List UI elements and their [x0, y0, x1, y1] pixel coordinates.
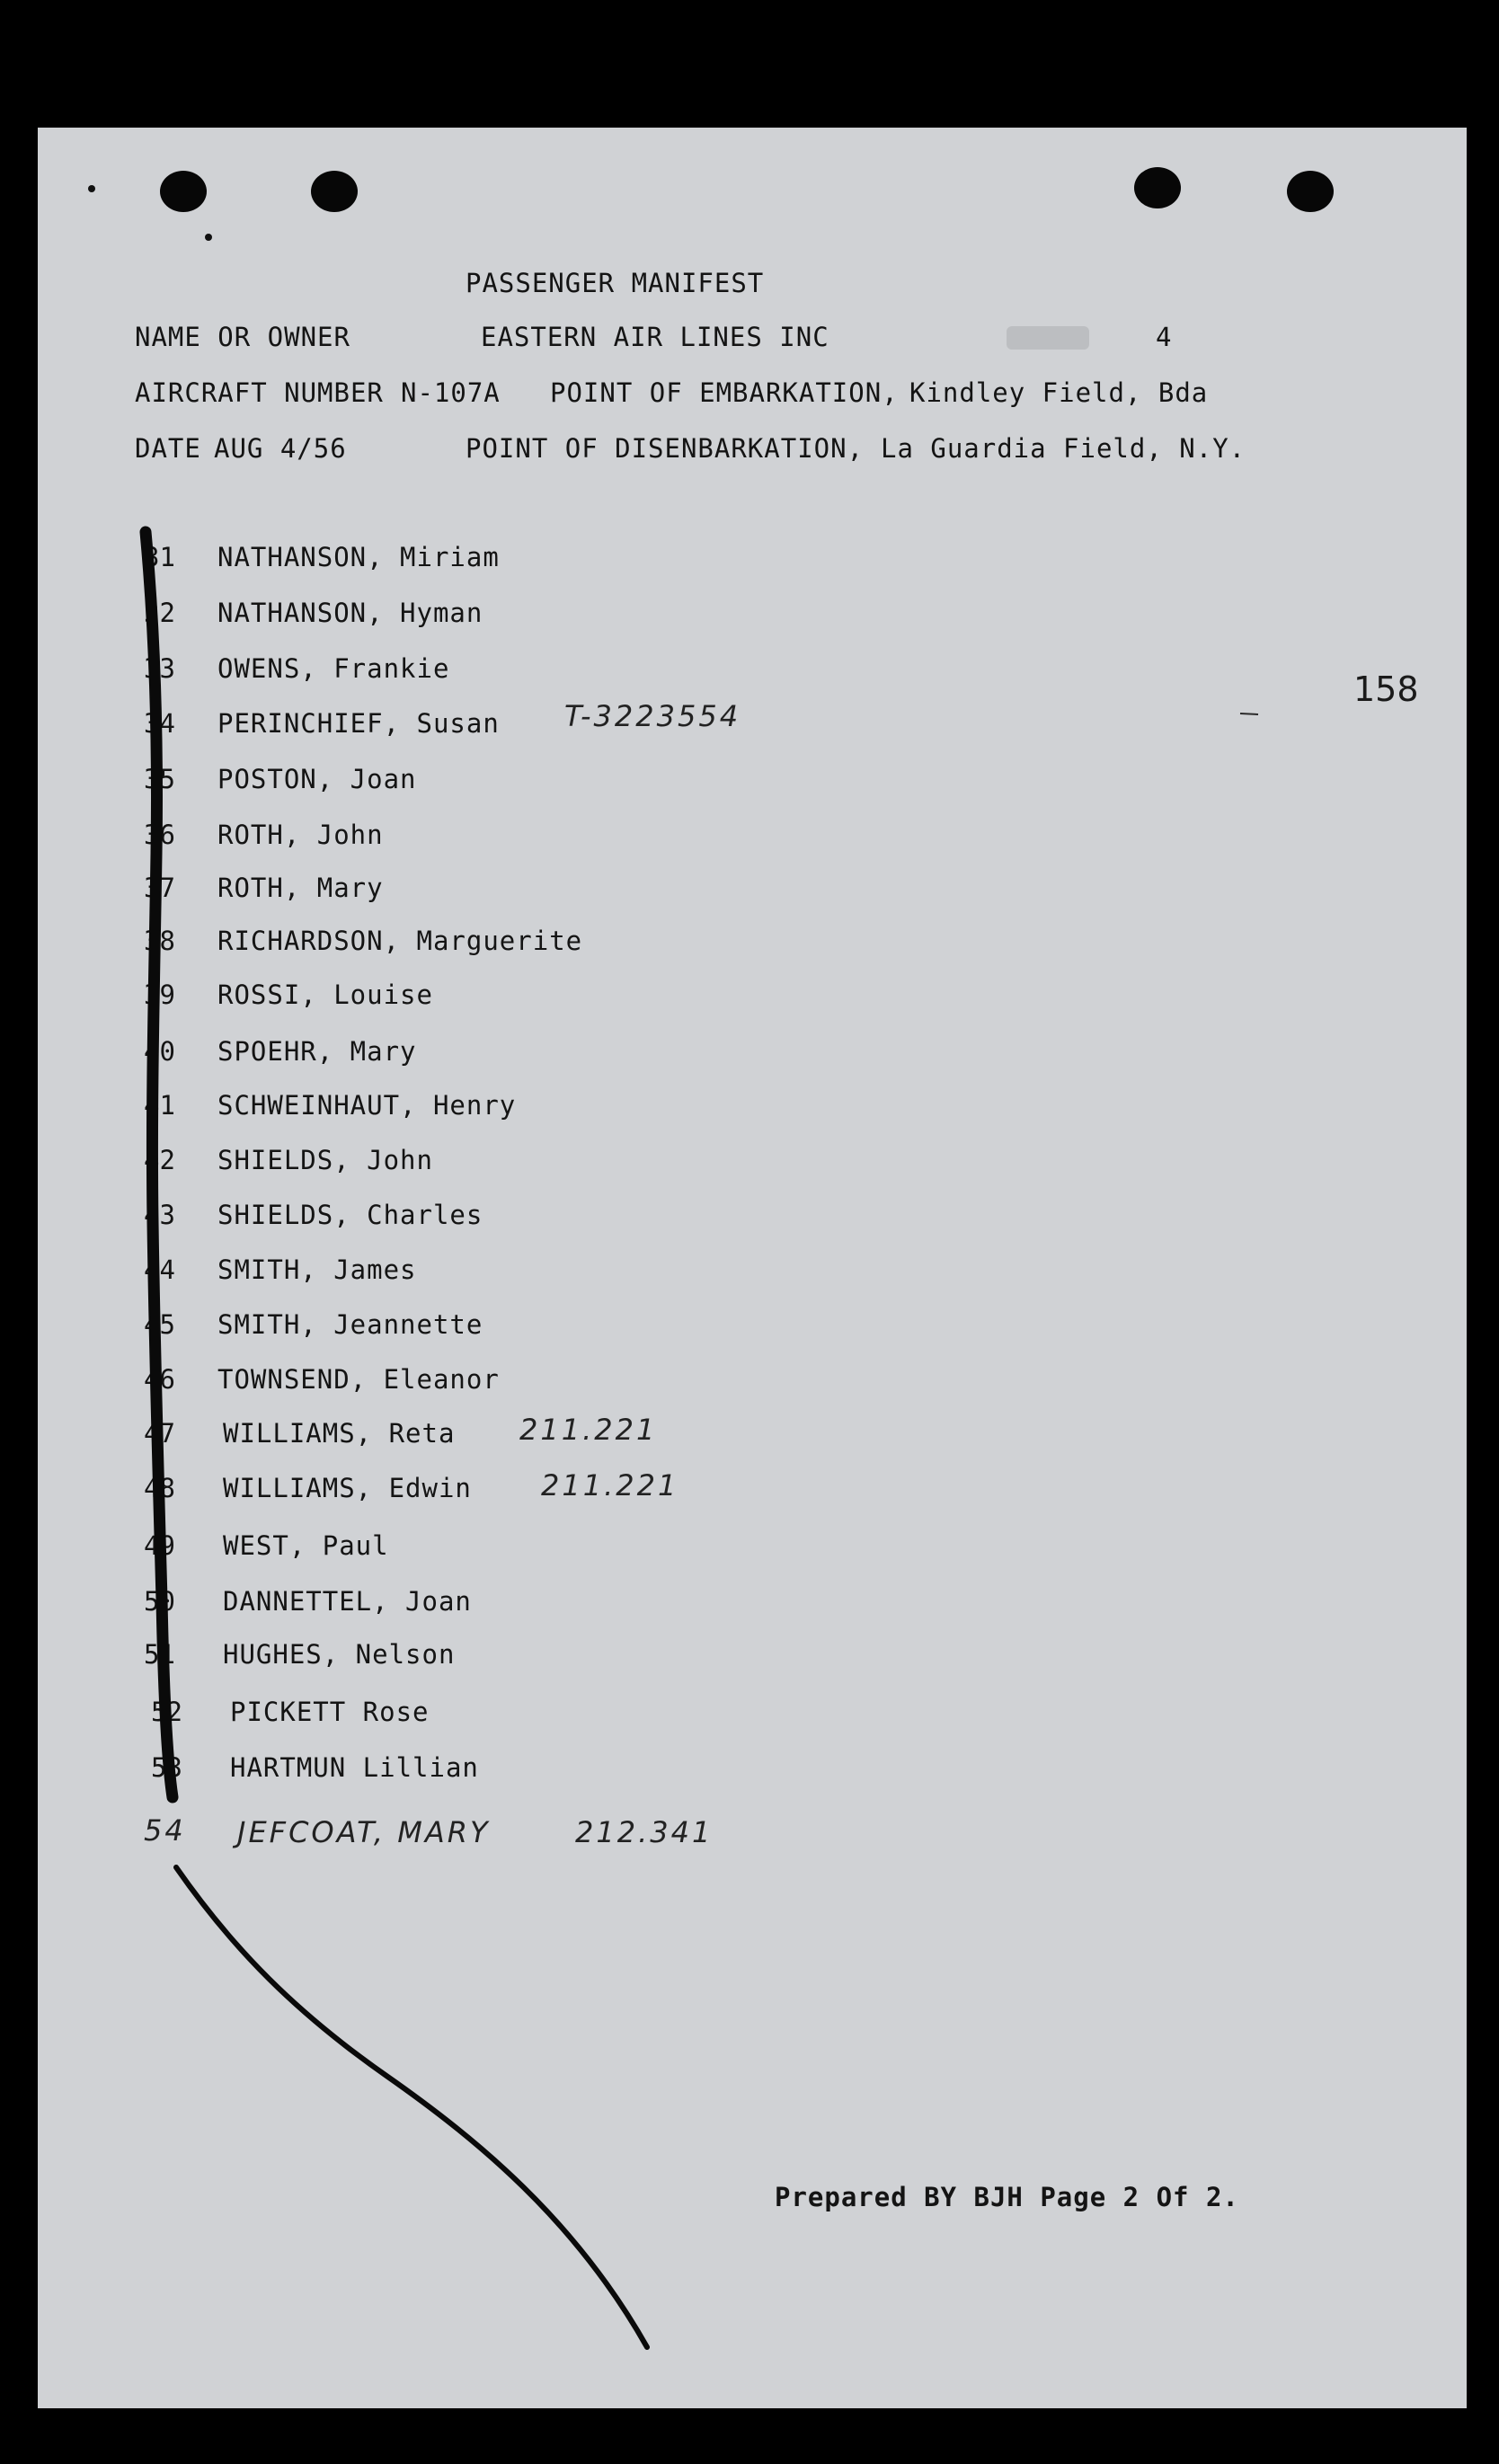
passenger-name: SHIELDS, John [217, 1145, 433, 1175]
diagonal-strike-line [176, 1867, 647, 2347]
passenger-number: 44 [144, 1254, 175, 1285]
passenger-number: 51 [144, 1639, 175, 1670]
passenger-name: RICHARDSON, Marguerite [217, 926, 583, 956]
footer-note: Prepared BY BJH Page 2 Of 2. [775, 2182, 1239, 2212]
passenger-name: POSTON, Joan [217, 764, 417, 794]
passenger-name: HARTMUN Lillian [230, 1752, 479, 1783]
passenger-number: 40 [144, 1036, 175, 1067]
flight-value: 4 [1156, 322, 1173, 352]
owner-value: EASTERN AIR LINES INC [481, 322, 829, 352]
passenger-name: SMITH, James [217, 1254, 417, 1285]
passenger-number: 34 [144, 708, 175, 739]
date-label: DATE [135, 433, 201, 464]
passenger-name: WILLIAMS, Reta [223, 1418, 456, 1449]
small-dash-mark [1240, 713, 1258, 714]
owner-label: NAME OR OWNER [135, 322, 350, 352]
passenger-name: DANNETTEL, Joan [223, 1586, 472, 1617]
passenger-number: 49 [144, 1530, 175, 1561]
handwritten-note: T-3223554 [564, 699, 741, 733]
date-value: AUG 4/56 [214, 433, 347, 464]
document-title: PASSENGER MANIFEST [466, 268, 765, 298]
passenger-number: 31 [144, 542, 175, 572]
vertical-strike-line [146, 532, 173, 1797]
passenger-name: SCHWEINHAUT, Henry [217, 1090, 517, 1121]
speck [205, 234, 212, 241]
passenger-number: 48 [144, 1473, 175, 1503]
embark-label: POINT OF EMBARKATION, [550, 377, 899, 408]
passenger-number: 47 [144, 1418, 175, 1449]
passenger-name: NATHANSON, Hyman [217, 598, 483, 628]
passenger-name: ROTH, Mary [217, 873, 384, 903]
page-number: 158 [1353, 669, 1419, 709]
passenger-number: 46 [144, 1364, 175, 1395]
passenger-number: 35 [144, 764, 175, 794]
passenger-number: 38 [144, 926, 175, 956]
speck [88, 185, 95, 192]
aircraft-value: N-107A [401, 377, 501, 408]
handwritten-entry-name: JEFCOAT, MARY [237, 1815, 491, 1849]
passenger-number: 50 [144, 1586, 175, 1617]
passenger-name: SPOEHR, Mary [217, 1036, 417, 1067]
handwritten-entry-number: 54 [144, 1813, 186, 1848]
embark-value: Kindley Field, Bda [909, 377, 1209, 408]
passenger-number: 45 [144, 1309, 175, 1340]
aircraft-label: AIRCRAFT NUMBER [135, 377, 384, 408]
passenger-name: WEST, Paul [223, 1530, 389, 1561]
handwritten-note: 211.221 [519, 1413, 658, 1447]
passenger-number: 39 [144, 979, 175, 1010]
passenger-name: ROTH, John [217, 820, 384, 850]
passenger-name: PICKETT Rose [230, 1697, 430, 1727]
handwritten-entry-note: 212.341 [575, 1815, 714, 1849]
disembark-label: POINT OF DISENBARKATION, [466, 433, 865, 464]
passenger-number: 32 [144, 598, 175, 628]
passenger-number: 53 [151, 1752, 182, 1783]
handwritten-note: 211.221 [541, 1468, 679, 1502]
passenger-number: 33 [144, 653, 175, 684]
passenger-number: 42 [144, 1145, 175, 1175]
passenger-name: SHIELDS, Charles [217, 1200, 483, 1230]
passenger-name: WILLIAMS, Edwin [223, 1473, 472, 1503]
passenger-name: OWENS, Frankie [217, 653, 450, 684]
passenger-number: 52 [151, 1697, 182, 1727]
passenger-number: 43 [144, 1200, 175, 1230]
passenger-name: TOWNSEND, Eleanor [217, 1364, 500, 1395]
passenger-name: ROSSI, Louise [217, 979, 433, 1010]
disembark-value: La Guardia Field, N.Y. [881, 433, 1246, 464]
passenger-number: 36 [144, 820, 175, 850]
passenger-name: HUGHES, Nelson [223, 1639, 456, 1670]
passenger-name: PERINCHIEF, Susan [217, 708, 500, 739]
passenger-number: 41 [144, 1090, 175, 1121]
passenger-name: SMITH, Jeannette [217, 1309, 483, 1340]
passenger-number: 37 [144, 873, 175, 903]
passenger-name: NATHANSON, Miriam [217, 542, 500, 572]
